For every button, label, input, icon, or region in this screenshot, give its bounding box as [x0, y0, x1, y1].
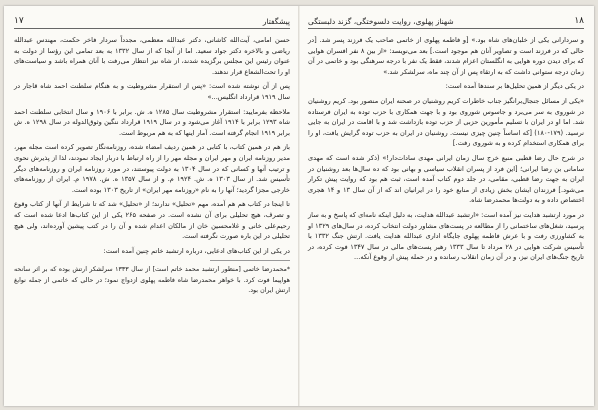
left-page-header [14, 6, 290, 29]
paragraph: حسن امامی، آیت‌الله کاشانی، دکتر عبدالله معظمی، مجدداً سردار فاخر حکمت، مهندس عبدالله ریاضی و بالاخره دکتر جواد سعید. اما از آنجا که از سال ۱۳۳۲ به بعد تمامی این رؤسا از دولت به عنوان رئیس این مجلس برگزیده شدند، از شاه نیز انتظار می‌رفت با آنان همراه باشد و سیاست‌های او را تحت‌الشعاع قرار ندهند. [14, 36, 290, 76]
paragraph: در یکی از این کتاب‌های ادعایی، درباره ارتشبد خاتم چنین آمده است: [103, 246, 290, 255]
paragraph: باز هم در همین کتاب، با کتابی در همین ردیف امضاء شده، روزنامه‌نگار تصویر کرده است مجله مهر، مدیر روزنامه ایران و مهر ایران و مجله مهر را از راه ارتباط با دربار ایجاد نمودند، لذا از پذیرش نحوی و ترتیب آنها و کسانی که در سال ۱۳۰۴ به دولت پیوستند، در مورد روزنامه ایران و روزنامه‌های دیگر تأسیس شد. از سال ۱۳۰۳ ه. ش. ۱۹۲۴ م. و از سال ۱۳۵۷ ه. ش. ۱۹۷۸ م. ایران از روزنامه‌های خارجی مجزا گردید؛ آنها را به نام «روزنامه مهر ایران» از تاریخ ۱۳۰۳ بوده است. [14, 143, 291, 194]
right-running-title: شهناز پهلوی، روایت دلسوختگی، گزند دلبستگی [308, 17, 454, 26]
paragraph: در یکی دیگر از همین تحلیل‌ها بر سندها آمده است: [445, 82, 584, 91]
paragraph: و سردارانی یکی از خلبان‌های شاه بود.» [و فاطمه پهلوی از خاتمی صاحب یک فرزند پسر شد. [در حالی که در فرزند است و تصاویر آنان هم موجود است.] بعد می‌نویسد: «از بین ۸ نفر افسران هوایی که برای دیدن دوره هوایی به انگلستان اعزام شدند، فقط یک نفر با درجه سرهنگی بود و خاتمی در آن زمان درجه ستوانی داشت که به ارتقاء پس از آن چند ماه، سرلشکر شد.» [308, 36, 584, 76]
left-page [14, 6, 290, 406]
paragraph: «یکی از مسائل جنجال‌برانگیز جناب خاطرات کریم روشنیان در صحنه ایران منصور بود. کریم روشنیان در شوروی به سر می‌برد و جاسوس شوروی بود و با جهت همکاری با حزب توده به ایران فرستاده شد. اما او در ایران با تسلیم مأمورین حزبی از حزب توده بازداشت شد و با اقامت در ایران به جایی نرسید. (۱۷۹-۱۸۰) [که اساساً چنین چیزی نیست. روشنیان در ایران به حزب توده گرایش یافت، او را برای همکاری استخدام کرده و به شوروی رفت.] [308, 96, 584, 148]
paragraph: تا اینجا در کتاب هم هم آمده، مهم «تحلیل» ندارند؛ از «تحلیل» شد که تا شرایط از آنها از کتاب وقوع و تصرف، هیچ تحلیلی برای آن نشده است. در صفحه ۲۶۵ یکی از این کتاب‌ها ادعا شده است که رحیم‌علی خانی و غلامحسین خان از مالکان اعدام شده و آن را در کتب پیشین آورده‌اند، ولی هیچ تحلیلی در این باره صورت نگرفته است. [14, 200, 290, 241]
right-page-header [308, 6, 584, 29]
footnote-rule [210, 260, 290, 261]
paragraph: در شرح حال رضا قطبی منبع خرج سال زمان ایرانی مهدی سادات‌دار!» (ذکر شده است که مهدی سامانی بن رضا ایرانی؛ [این فرد از پسران انقلاب سیاسی و بهانی بود که ده سال‌ها بعد روشنیان در ایران به جهت رضا قطبی، مقامی، در جلد دوم کتاب آمده است، ثبت هم بود که روایت پیش تکرار می‌شود.] فرزندان ایشان بخش زیادی از منابع خود را در ایرانیان اند که از آن سال ۱۳ و ۱۴ هجری اختصاص داده و به دولت‌ها محمدرضا شاه. [308, 153, 584, 205]
footnote: *محمد‌رضا خاتمی [منظور ارتشبد محمد خاتم است] از سال ۱۳۳۳ سرلشکر ارتش بوده که بر اثر سانحه هواپیما فوت کرد. با خواهر محمدرضا شاه فاطمه پهلوی ازدواج نمود؛ در حالی که خاتمی از جمله نوابغ ارتش ایران بود. [14, 266, 290, 295]
paragraph: پس از آن نوشته شده است: «پس از استقرار مشروطیت و به هنگام سلطنت احمد شاه قاجار در سال ۱۹۱۹ قرارداد انگلیس...» [14, 82, 290, 101]
paragraph: در مورد ارتشبد هدایت نیز آمده است: «ارتشبد عبدالله هدایت، به دلیل اینکه نامه‌ای که پاسخ و به ساز پرسید، شغل‌های ساختمانی را از مطالعه در پست‌های مشاور دولت انتخاب کرده، در سال‌های ۱۳۲۹ او به کشاورزی رفت و با عرش فاطمه پهلوی جایگاه اداری عبدالله هدایت یافت. ارتش جنگ ۱۳۳۲ با تأسیس شرکت هوایی در ۲۸ مرداد تا سال ۱۳۳۳ رهبر پست‌های مالی در سال ۱۳۴۷ فوت کرده، در تاریخ جنگ‌های ایران نیز، و در آن زمان انقلاب رسانده و در حمله پیش از وقوع آنکه... [308, 210, 584, 262]
left-running-title: پیشگفتار [262, 17, 290, 26]
right-page-number: ۱۸ [574, 16, 584, 26]
left-page-body [14, 35, 290, 297]
book-gutter [298, 6, 300, 406]
left-page-number: ۱۷ [14, 16, 24, 26]
right-page [308, 6, 584, 406]
right-page-body [308, 35, 584, 263]
book-spread [4, 6, 594, 406]
paragraph: ملاحظه بفرمایید: استقرار مشروطیت سال ۱۲۸۵ ه. ش. برابر با ۱۹۰۶ و سال انتخابی سلطنت احمد شاه ۱۲۹۳ برابر با ۱۹۱۴ آغاز می‌شود و در سال ۱۹۱۹ قرارداد ننگین وثوق‌الدوله در سال ۱۲۹۸ ه. ش برابر ۱۹۱۹ انجام گرفته است. آمار اینها که به هم مربوط است. [14, 107, 290, 137]
